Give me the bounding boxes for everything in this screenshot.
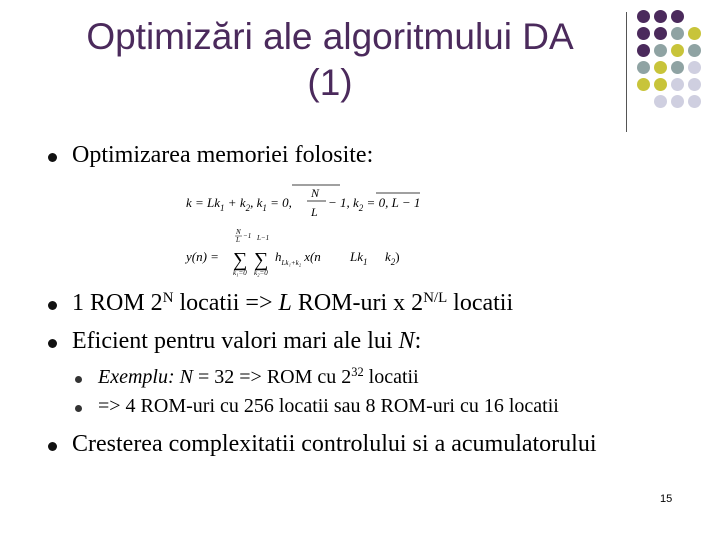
svg-text:y(n) =: y(n) = [186, 249, 219, 264]
svg-text:N: N [236, 228, 241, 236]
bullet-marker [48, 301, 57, 310]
superscript: 32 [351, 365, 364, 380]
decorative-dot-grid [637, 10, 717, 120]
text-run: locatii [363, 366, 419, 388]
superscript: N/L [423, 289, 448, 306]
svg-text:L: L [311, 205, 318, 219]
sub-bullet-example [98, 366, 419, 389]
bullet-marker [48, 442, 57, 451]
sub-bullet-rom-count: => 4 ROM-uri cu 256 locatii sau 8 ROM-uri cu 16 locatii [98, 395, 559, 417]
decorative-dot [654, 61, 667, 74]
decorative-dot [671, 95, 684, 108]
formula-convolution-sum [184, 228, 400, 277]
svg-text:Lk1: $Lk_1$ [350, 249, 368, 267]
slide-title-line-2: (1) [307, 62, 353, 103]
svg-text:L: L [236, 236, 240, 244]
svg-text:− 1, k2 = 0, L − 1: − 1, $k_2 = 0$, L − 1 [328, 195, 421, 213]
svg-text:k = Lk1 + k2, k1 = 0,: $k = Lk_1 + k_2$, $k_1 = 0$, [186, 195, 292, 213]
svg-text:∑: ∑ [233, 249, 248, 271]
text-emphasis: L [278, 290, 292, 316]
decorative-dot [654, 27, 667, 40]
bullet-marker [48, 153, 57, 162]
text-run: = 32 => ROM cu 2 [192, 366, 352, 388]
decorative-dot [637, 10, 650, 23]
svg-text:k2): $k_2$) [385, 249, 400, 267]
svg-text:hLk₁+k₂x(n: $h_{Lk_1+k_2}$ x(n [275, 249, 321, 267]
decorative-dot [654, 10, 667, 23]
decorative-dot [637, 61, 650, 74]
formula-index-decomposition [186, 185, 420, 219]
decorative-dot [654, 78, 667, 91]
text-run: Eficient pentru valori mari ale lui [72, 328, 399, 354]
bullet-rom-split [72, 290, 513, 317]
svg-text:N: N [311, 186, 320, 200]
svg-text:∑: ∑ [254, 249, 269, 271]
decorative-dot [637, 44, 650, 57]
decorative-dot [671, 78, 684, 91]
page-number: 15 [660, 493, 673, 505]
text-run: ROM-uri x 2 [291, 290, 424, 316]
decorative-dot [654, 95, 667, 108]
decorative-dot [671, 27, 684, 40]
bullet-marker [48, 339, 57, 348]
bullet-complexity: Cresterea complexitatii controlului si a acumulatorului [72, 431, 597, 457]
svg-text:−1: −1 [243, 232, 252, 240]
decorative-dot [688, 95, 701, 108]
slide-title-line-1: Optimizări ale algoritmului DA [86, 16, 574, 57]
text-run: locatii => [173, 290, 279, 316]
formula-block [180, 180, 440, 280]
slide-title [30, 14, 630, 106]
decorative-dot [688, 61, 701, 74]
bullet-efficiency [72, 328, 421, 355]
sub-bullet-marker [75, 405, 82, 412]
text-run: : [414, 328, 422, 354]
text-run: locatii [447, 290, 514, 316]
title-divider [626, 12, 627, 132]
svg-text:L−1: L−1 [257, 234, 270, 242]
bullet-memory-optimization: Optimizarea memoriei folosite: [72, 142, 374, 168]
decorative-dot [688, 44, 701, 57]
decorative-dot [671, 44, 684, 57]
decorative-dot [688, 27, 701, 40]
decorative-dot [637, 78, 650, 91]
svg-text:k₁=0: k₁=0 [233, 269, 247, 277]
decorative-dot [688, 78, 701, 91]
text-emphasis: Exemplu: N [98, 366, 193, 388]
superscript: N [162, 289, 174, 306]
text-emphasis: N [398, 328, 415, 354]
decorative-dot [671, 61, 684, 74]
decorative-dot [671, 10, 684, 23]
decorative-dot [637, 27, 650, 40]
text-run: 1 ROM 2 [72, 290, 163, 316]
svg-text:k₂=0: k₂=0 [254, 269, 268, 277]
decorative-dot [654, 44, 667, 57]
sub-bullet-marker [75, 376, 82, 383]
